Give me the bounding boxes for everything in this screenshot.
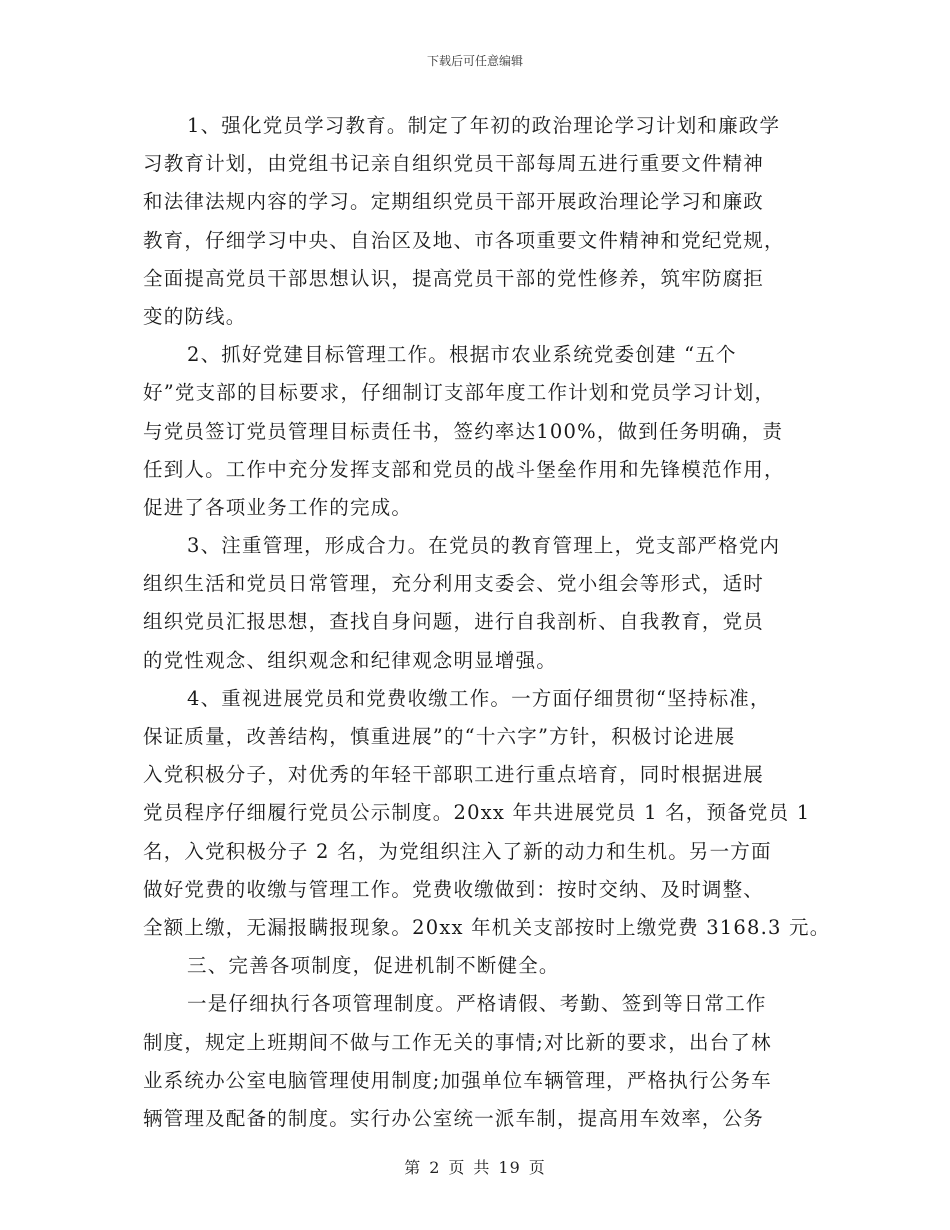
footer-label-page-unit: 页 [448,1158,466,1177]
text-line: 变的防线。 [143,304,247,328]
text-line: 全面提高党员干部思想认识，提高党员干部的党性修养，筑牢防腐拒 [143,266,765,290]
text-line: 党员程序仔细履行党员公示制度。20xx 年共进展党员 1 名，预备党员 1 [143,801,811,825]
text-line: 制度，规定上班期间不做与工作无关的事情;对比新的要求，出台了林 [143,1030,772,1054]
footer-label-page: 第 [404,1158,422,1177]
text-line: 入党积极分子，对优秀的年轻干部职工进行重点培育，同时根据进展 [143,763,765,787]
text-line: 的党性观念、组织观念和纪律观念明显增强。 [143,648,558,672]
text-line: 任到人。工作中充分发挥支部和党员的战斗堡垒作用和先锋模范作用， [143,457,785,481]
text-line: 辆管理及配备的制度。实行办公室统一派车制，提高用车效率，公务 [143,1106,765,1130]
page-header: 下载后可任意编辑 [426,54,523,68]
footer-total-pages: 19 [498,1158,521,1177]
footer-label-total-unit: 页 [528,1158,546,1177]
text-line: 保证质量，改善结构，慎重进展”的“十六字”方针，积极讨论进展 [143,725,736,748]
text-line: 组织党员汇报思想，查找自身问题，进行自我剖析、自我教育，党员 [143,610,765,634]
footer-label-total: 共 [473,1158,491,1177]
text-line: 做好党费的收缴与管理工作。党费收缴做到：按时交纳、及时调整、 [143,877,765,901]
page-footer [0,1155,950,1178]
text-line: 促进了各项业务工作的完成。 [143,495,413,519]
text-line: 名，入党积极分子 2 名，为党组织注入了新的动力和生机。另一方面 [143,839,772,863]
text-line: 与党员签订党员管理目标责任书，签约率达100%，做到任务明确，责 [143,419,784,443]
text-line: 全额上缴，无漏报瞒报现象。20xx 年机关支部按时上缴党费 3168.3 元。 [143,915,831,939]
text-line: 2、抓好党建目标管理工作。根据市农业系统党委创建 “五个 [187,343,737,367]
text-line: 一是仔细执行各项管理制度。严格请假、考勤、签到等日常工作 [187,992,767,1016]
text-line: 习教育计划，由党组书记亲自组织党员干部每周五进行重要文件精神 [143,152,765,176]
text-line: 业系统办公室电脑管理使用制度;加强单位车辆管理，严格执行公务车 [143,1068,772,1092]
text-line: 1、强化党员学习教育。制定了年初的政治理论学习计划和廉政学 [187,114,781,137]
document-body [143,107,831,1138]
text-line: 4、重视进展党员和党费收缴工作。一方面仔细贯彻“坚持标准， [187,686,771,710]
text-line: 三、完善各项制度，促进机制不断健全。 [187,954,560,978]
text-line: 组织生活和党员日常管理，充分利用支委会、党小组会等形式，适时 [143,572,765,596]
footer-page-number: 2 [429,1158,441,1177]
text-line: 教育，仔细学习中央、自治区及地、市各项重要文件精神和党纪党规， [143,228,785,252]
text-line: 3、注重管理，形成合力。在党员的教育管理上，党支部严格党内 [187,534,781,558]
text-line: 和法律法规内容的学习。定期组织党员干部开展政治理论学习和廉政 [143,190,765,214]
text-line: 好”党支部的目标要求，仔细制订支部年度工作计划和党员学习计划， [143,381,776,405]
